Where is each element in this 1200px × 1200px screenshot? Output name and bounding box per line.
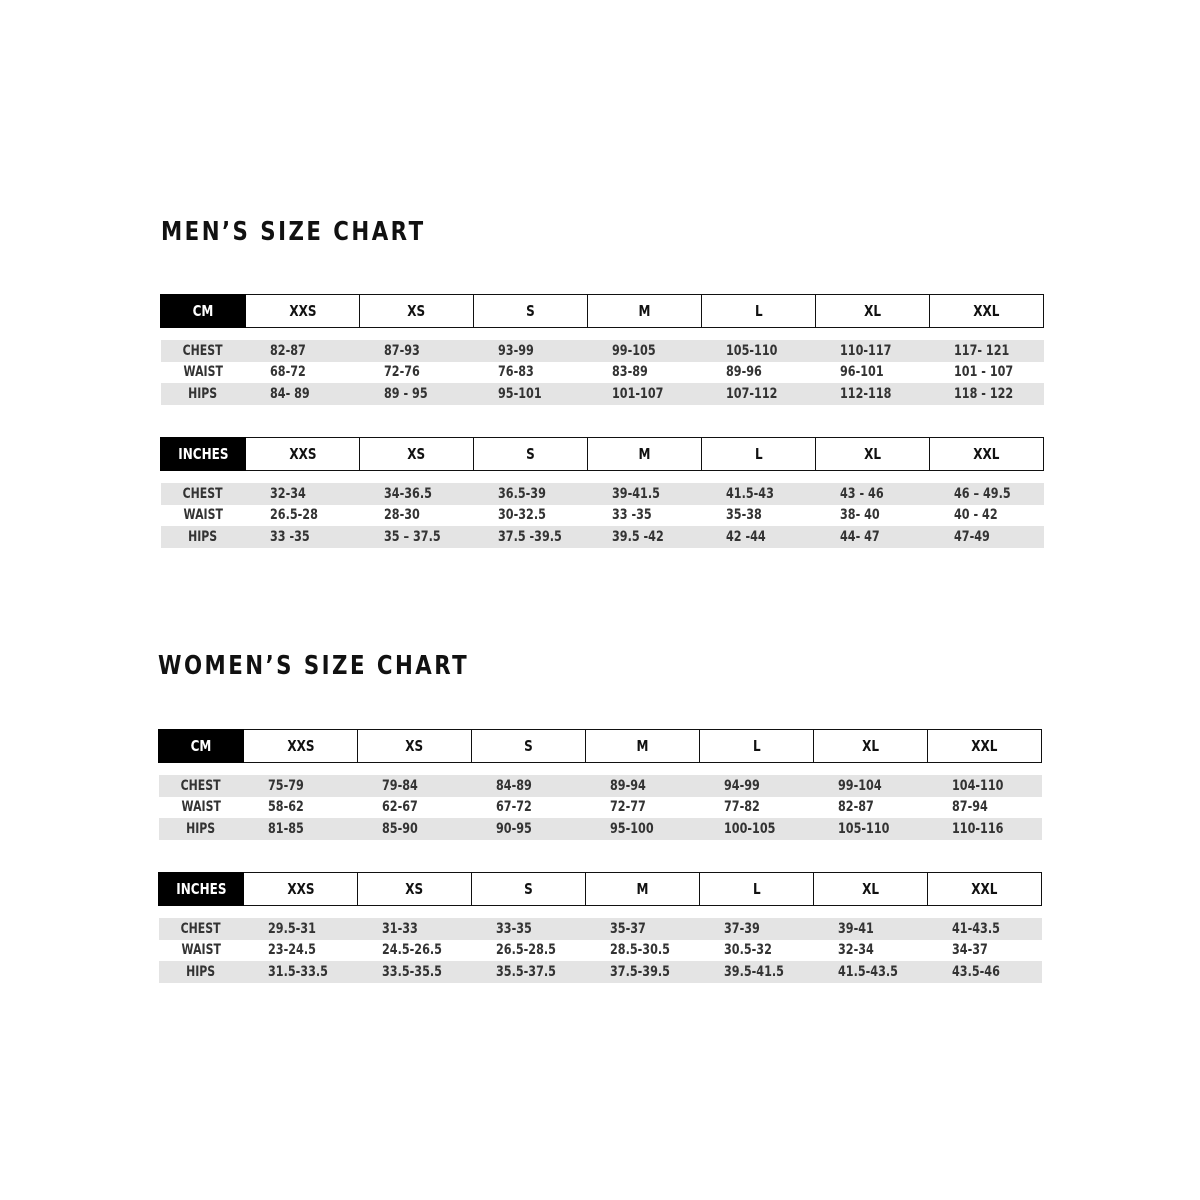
value-cell: 95-101: [474, 383, 588, 405]
size-header-s: S: [474, 438, 588, 471]
value-cell: 26.5-28.5: [472, 940, 586, 962]
table-row-chest: [159, 775, 1042, 797]
value-cell: 100-105: [700, 818, 814, 840]
value-cell: 85-90: [358, 818, 472, 840]
value-cell: 41-43.5: [928, 918, 1042, 940]
value-cell: 28-30: [360, 505, 474, 527]
size-header-row: [161, 295, 1044, 328]
value-cell: 29.5-31: [244, 918, 358, 940]
size-header-s: S: [474, 295, 588, 328]
size-header-row: [159, 873, 1042, 906]
row-label: CHEST: [161, 483, 246, 505]
value-cell: 33 -35: [246, 526, 360, 548]
value-cell: 89 - 95: [360, 383, 474, 405]
value-cell: 40 - 42: [930, 505, 1044, 527]
value-cell: 79-84: [358, 775, 472, 797]
value-cell: 75-79: [244, 775, 358, 797]
value-cell: 35-38: [702, 505, 816, 527]
size-header-xxl: XXL: [928, 873, 1042, 906]
size-header-m: M: [586, 730, 700, 763]
value-cell: 46 – 49.5: [930, 483, 1044, 505]
mens-inches-table: [160, 437, 1044, 548]
mens-size-chart-title: MEN’S SIZE CHART: [161, 217, 426, 247]
size-header-xl: XL: [814, 730, 928, 763]
value-cell: 30-32.5: [474, 505, 588, 527]
value-cell: 112-118: [816, 383, 930, 405]
value-cell: 43.5-46: [928, 961, 1042, 983]
unit-header-cm: CM: [159, 730, 244, 763]
size-header-row: [161, 438, 1044, 471]
row-label: WAIST: [159, 797, 244, 819]
value-cell: 37.5 -39.5: [474, 526, 588, 548]
value-cell: 94-99: [700, 775, 814, 797]
value-cell: 30.5-32: [700, 940, 814, 962]
size-header-xxl: XXL: [930, 295, 1044, 328]
value-cell: 68-72: [246, 362, 360, 384]
size-header-row: [159, 730, 1042, 763]
size-header-s: S: [472, 730, 586, 763]
value-cell: 99-105: [588, 340, 702, 362]
value-cell: 83-89: [588, 362, 702, 384]
value-cell: 28.5-30.5: [586, 940, 700, 962]
value-cell: 33-35: [472, 918, 586, 940]
value-cell: 47-49: [930, 526, 1044, 548]
value-cell: 101-107: [588, 383, 702, 405]
value-cell: 37-39: [700, 918, 814, 940]
value-cell: 87-93: [360, 340, 474, 362]
value-cell: 110-117: [816, 340, 930, 362]
size-header-xxl: XXL: [930, 438, 1044, 471]
womens-size-chart-title: WOMEN’S SIZE CHART: [158, 651, 470, 681]
value-cell: 104-110: [928, 775, 1042, 797]
value-cell: 35-37: [586, 918, 700, 940]
value-cell: 76-83: [474, 362, 588, 384]
value-cell: 58-62: [244, 797, 358, 819]
size-header-l: L: [700, 730, 814, 763]
value-cell: 41.5-43: [702, 483, 816, 505]
value-cell: 26.5-28: [246, 505, 360, 527]
value-cell: 62-67: [358, 797, 472, 819]
value-cell: 32-34: [814, 940, 928, 962]
value-cell: 107-112: [702, 383, 816, 405]
size-header-xxs: XXS: [244, 873, 358, 906]
table-row-hips: [159, 961, 1042, 983]
value-cell: 87-94: [928, 797, 1042, 819]
spacer: [161, 471, 1044, 484]
row-label: WAIST: [161, 505, 246, 527]
spacer: [159, 763, 1042, 776]
unit-header-inches: INCHES: [159, 873, 244, 906]
value-cell: 93-99: [474, 340, 588, 362]
value-cell: 37.5-39.5: [586, 961, 700, 983]
unit-header-cm: CM: [161, 295, 246, 328]
value-cell: 81-85: [244, 818, 358, 840]
spacer: [161, 328, 1044, 341]
row-label: CHEST: [159, 918, 244, 940]
mens-cm-table: [160, 294, 1044, 405]
table-row-waist: [159, 797, 1042, 819]
table-row-chest: [159, 918, 1042, 940]
size-header-xs: XS: [358, 730, 472, 763]
value-cell: 39-41: [814, 918, 928, 940]
value-cell: 82-87: [814, 797, 928, 819]
value-cell: 89-94: [586, 775, 700, 797]
value-cell: 31-33: [358, 918, 472, 940]
value-cell: 39.5-41.5: [700, 961, 814, 983]
table-row-hips: [161, 383, 1044, 405]
value-cell: 117- 121: [930, 340, 1044, 362]
womens-inches-table: [158, 872, 1042, 983]
value-cell: 42 -44: [702, 526, 816, 548]
row-label: HIPS: [159, 961, 244, 983]
unit-header-inches: INCHES: [161, 438, 246, 471]
value-cell: 38- 40: [816, 505, 930, 527]
size-header-m: M: [588, 295, 702, 328]
value-cell: 67-72: [472, 797, 586, 819]
value-cell: 89-96: [702, 362, 816, 384]
size-header-xxs: XXS: [246, 438, 360, 471]
size-header-xxs: XXS: [246, 295, 360, 328]
value-cell: 44- 47: [816, 526, 930, 548]
value-cell: 95-100: [586, 818, 700, 840]
value-cell: 39.5 -42: [588, 526, 702, 548]
size-header-xs: XS: [358, 873, 472, 906]
size-header-xl: XL: [814, 873, 928, 906]
value-cell: 84-89: [472, 775, 586, 797]
womens-cm-table: [158, 729, 1042, 840]
row-label: HIPS: [159, 818, 244, 840]
value-cell: 105-110: [702, 340, 816, 362]
row-label: HIPS: [161, 526, 246, 548]
size-header-m: M: [588, 438, 702, 471]
row-label: HIPS: [161, 383, 246, 405]
value-cell: 36.5-39: [474, 483, 588, 505]
size-header-xl: XL: [816, 295, 930, 328]
value-cell: 34-37: [928, 940, 1042, 962]
size-header-l: L: [702, 438, 816, 471]
row-label: CHEST: [161, 340, 246, 362]
table-row-chest: [161, 340, 1044, 362]
size-header-xxl: XXL: [928, 730, 1042, 763]
size-header-l: L: [702, 295, 816, 328]
row-label: CHEST: [159, 775, 244, 797]
value-cell: 99-104: [814, 775, 928, 797]
value-cell: 23-24.5: [244, 940, 358, 962]
value-cell: 33.5-35.5: [358, 961, 472, 983]
size-header-m: M: [586, 873, 700, 906]
size-header-xxs: XXS: [244, 730, 358, 763]
spacer: [159, 906, 1042, 919]
value-cell: 72-77: [586, 797, 700, 819]
value-cell: 34-36.5: [360, 483, 474, 505]
table-row-waist: [161, 362, 1044, 384]
value-cell: 43 - 46: [816, 483, 930, 505]
value-cell: 32-34: [246, 483, 360, 505]
value-cell: 35.5-37.5: [472, 961, 586, 983]
value-cell: 35 – 37.5: [360, 526, 474, 548]
value-cell: 96-101: [816, 362, 930, 384]
value-cell: 31.5-33.5: [244, 961, 358, 983]
value-cell: 82-87: [246, 340, 360, 362]
table-row-waist: [159, 940, 1042, 962]
table-row-chest: [161, 483, 1044, 505]
value-cell: 39-41.5: [588, 483, 702, 505]
value-cell: 101 - 107: [930, 362, 1044, 384]
table-row-hips: [161, 526, 1044, 548]
value-cell: 72-76: [360, 362, 474, 384]
value-cell: 77-82: [700, 797, 814, 819]
value-cell: 90-95: [472, 818, 586, 840]
value-cell: 105-110: [814, 818, 928, 840]
size-header-l: L: [700, 873, 814, 906]
row-label: WAIST: [159, 940, 244, 962]
size-header-xl: XL: [816, 438, 930, 471]
size-header-xs: XS: [360, 295, 474, 328]
value-cell: 24.5-26.5: [358, 940, 472, 962]
value-cell: 118 - 122: [930, 383, 1044, 405]
table-row-hips: [159, 818, 1042, 840]
value-cell: 110-116: [928, 818, 1042, 840]
value-cell: 41.5-43.5: [814, 961, 928, 983]
row-label: WAIST: [161, 362, 246, 384]
table-row-waist: [161, 505, 1044, 527]
size-header-xs: XS: [360, 438, 474, 471]
size-header-s: S: [472, 873, 586, 906]
value-cell: 33 -35: [588, 505, 702, 527]
value-cell: 84- 89: [246, 383, 360, 405]
